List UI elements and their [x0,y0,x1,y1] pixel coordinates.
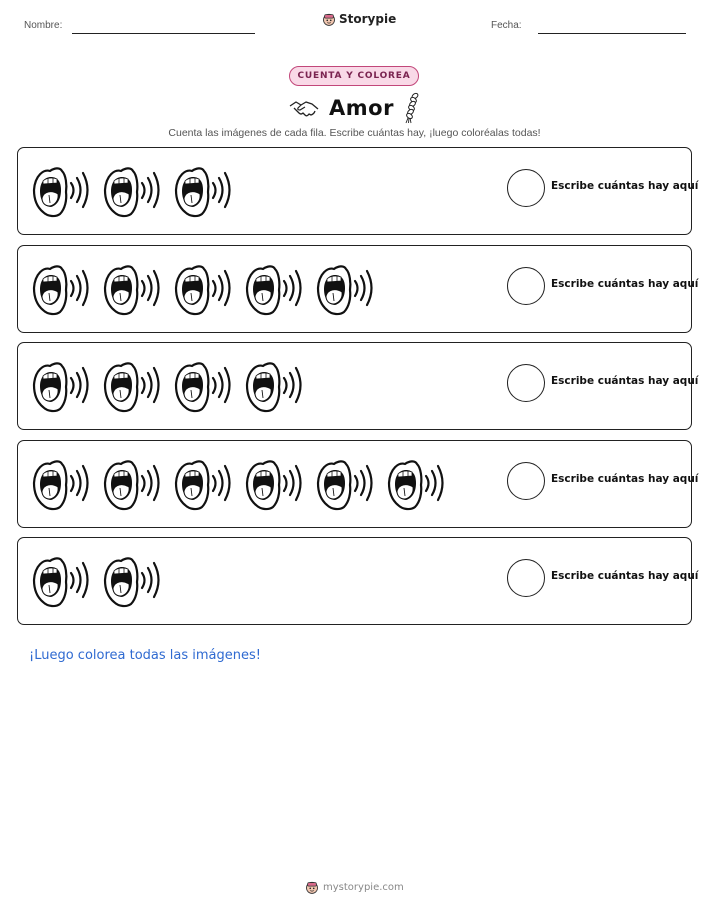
shouting-mouth-icon [30,162,101,222]
shouting-mouth-icon [101,552,172,612]
site-url[interactable]: mystorypie.com [323,881,404,893]
shouting-mouth-icon [314,455,385,515]
row-icons [30,162,243,222]
coloring-note: ¡Luego colorea todas las imágenes! [29,648,261,663]
answer-label: Escribe cuántas hay aquí [551,375,699,387]
shouting-mouth-icon [30,260,101,320]
answer-label: Escribe cuántas hay aquí [551,473,699,485]
storypie-mascot-icon [322,12,336,26]
braided-rope-icon [404,92,420,124]
counting-row-4 [17,440,699,528]
storypie-mascot-icon [305,880,319,894]
counting-row-1 [17,147,699,235]
brand-logo [322,12,396,26]
shouting-mouth-icon [101,455,172,515]
shouting-mouth-icon [172,260,243,320]
answer-circle[interactable] [507,169,545,207]
site-footer [305,880,404,894]
name-line[interactable] [72,33,255,34]
answer-circle[interactable] [507,559,545,597]
shouting-mouth-icon [30,357,101,417]
counting-row-3 [17,342,699,430]
title-row [0,92,709,124]
shouting-mouth-icon [30,552,101,612]
shouting-mouth-icon [172,162,243,222]
shouting-mouth-icon [243,455,314,515]
row-icons [30,260,385,320]
shouting-mouth-icon [172,357,243,417]
row-icons [30,552,172,612]
answer-label: Escribe cuántas hay aquí [551,180,699,192]
shouting-mouth-icon [243,357,314,417]
shouting-mouth-icon [101,162,172,222]
shouting-mouth-icon [243,260,314,320]
counting-row-2 [17,245,699,333]
brand-name: Storypie [339,12,397,26]
page-title: Amor [329,96,394,120]
answer-label: Escribe cuántas hay aquí [551,570,699,582]
date-line[interactable] [538,33,686,34]
shouting-mouth-icon [172,455,243,515]
shouting-mouth-icon [101,357,172,417]
shouting-mouth-icon [314,260,385,320]
shouting-mouth-icon [385,455,456,515]
shouting-mouth-icon [101,260,172,320]
answer-circle[interactable] [507,267,545,305]
activity-badge: CUENTA Y COLOREA [289,66,419,86]
answer-circle[interactable] [507,364,545,402]
name-label: Nombre: [24,20,63,31]
counting-row-5 [17,537,699,625]
row-icons [30,357,314,417]
answer-label: Escribe cuántas hay aquí [551,278,699,290]
answer-circle[interactable] [507,462,545,500]
handshake-icon [289,97,319,119]
row-icons [30,455,456,515]
date-label: Fecha: [491,20,522,31]
instructions: Cuenta las imágenes de cada fila. Escribe cuántas hay, ¡luego coloréalas todas! [168,127,541,139]
shouting-mouth-icon [30,455,101,515]
